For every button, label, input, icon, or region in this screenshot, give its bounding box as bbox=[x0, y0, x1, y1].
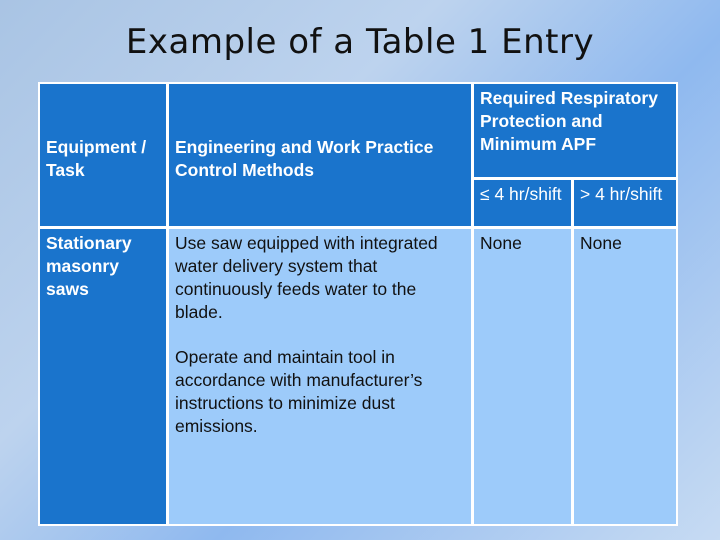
header-controls-label: Engineering and Work Practice Control Methods bbox=[175, 137, 434, 180]
row-equipment-value: Stationary masonry saws bbox=[46, 233, 132, 299]
table-row-short-shift bbox=[474, 229, 571, 524]
header-control-methods bbox=[169, 84, 471, 226]
table-row-equipment bbox=[40, 229, 166, 524]
subheader-short-shift bbox=[474, 180, 571, 226]
row-short-shift-value: None bbox=[480, 233, 522, 253]
respirator-table bbox=[38, 82, 678, 526]
slide-title: Example of a Table 1 Entry bbox=[125, 22, 595, 62]
subheader-short-label: ≤ 4 hr/shift bbox=[480, 184, 562, 204]
header-respiratory-label: Required Respiratory Protection and Minimum APF bbox=[480, 88, 658, 154]
control-method-item: Operate and maintain tool in accordance with manufacturer’s instructions to minimize dust emissions. bbox=[175, 347, 423, 436]
control-method-item: Use saw equipped with integrated water delivery system that continuously feeds water to the blade. bbox=[175, 233, 438, 322]
header-equipment-label: Equipment / Task bbox=[46, 137, 147, 180]
subheader-long-shift bbox=[574, 180, 676, 226]
row-long-shift-value: None bbox=[580, 233, 622, 253]
table-row-long-shift bbox=[574, 229, 676, 524]
table-row-controls bbox=[169, 229, 471, 524]
header-equipment-task bbox=[40, 84, 166, 226]
header-respiratory-protection bbox=[474, 84, 676, 177]
subheader-long-label: > 4 hr/shift bbox=[580, 184, 663, 204]
